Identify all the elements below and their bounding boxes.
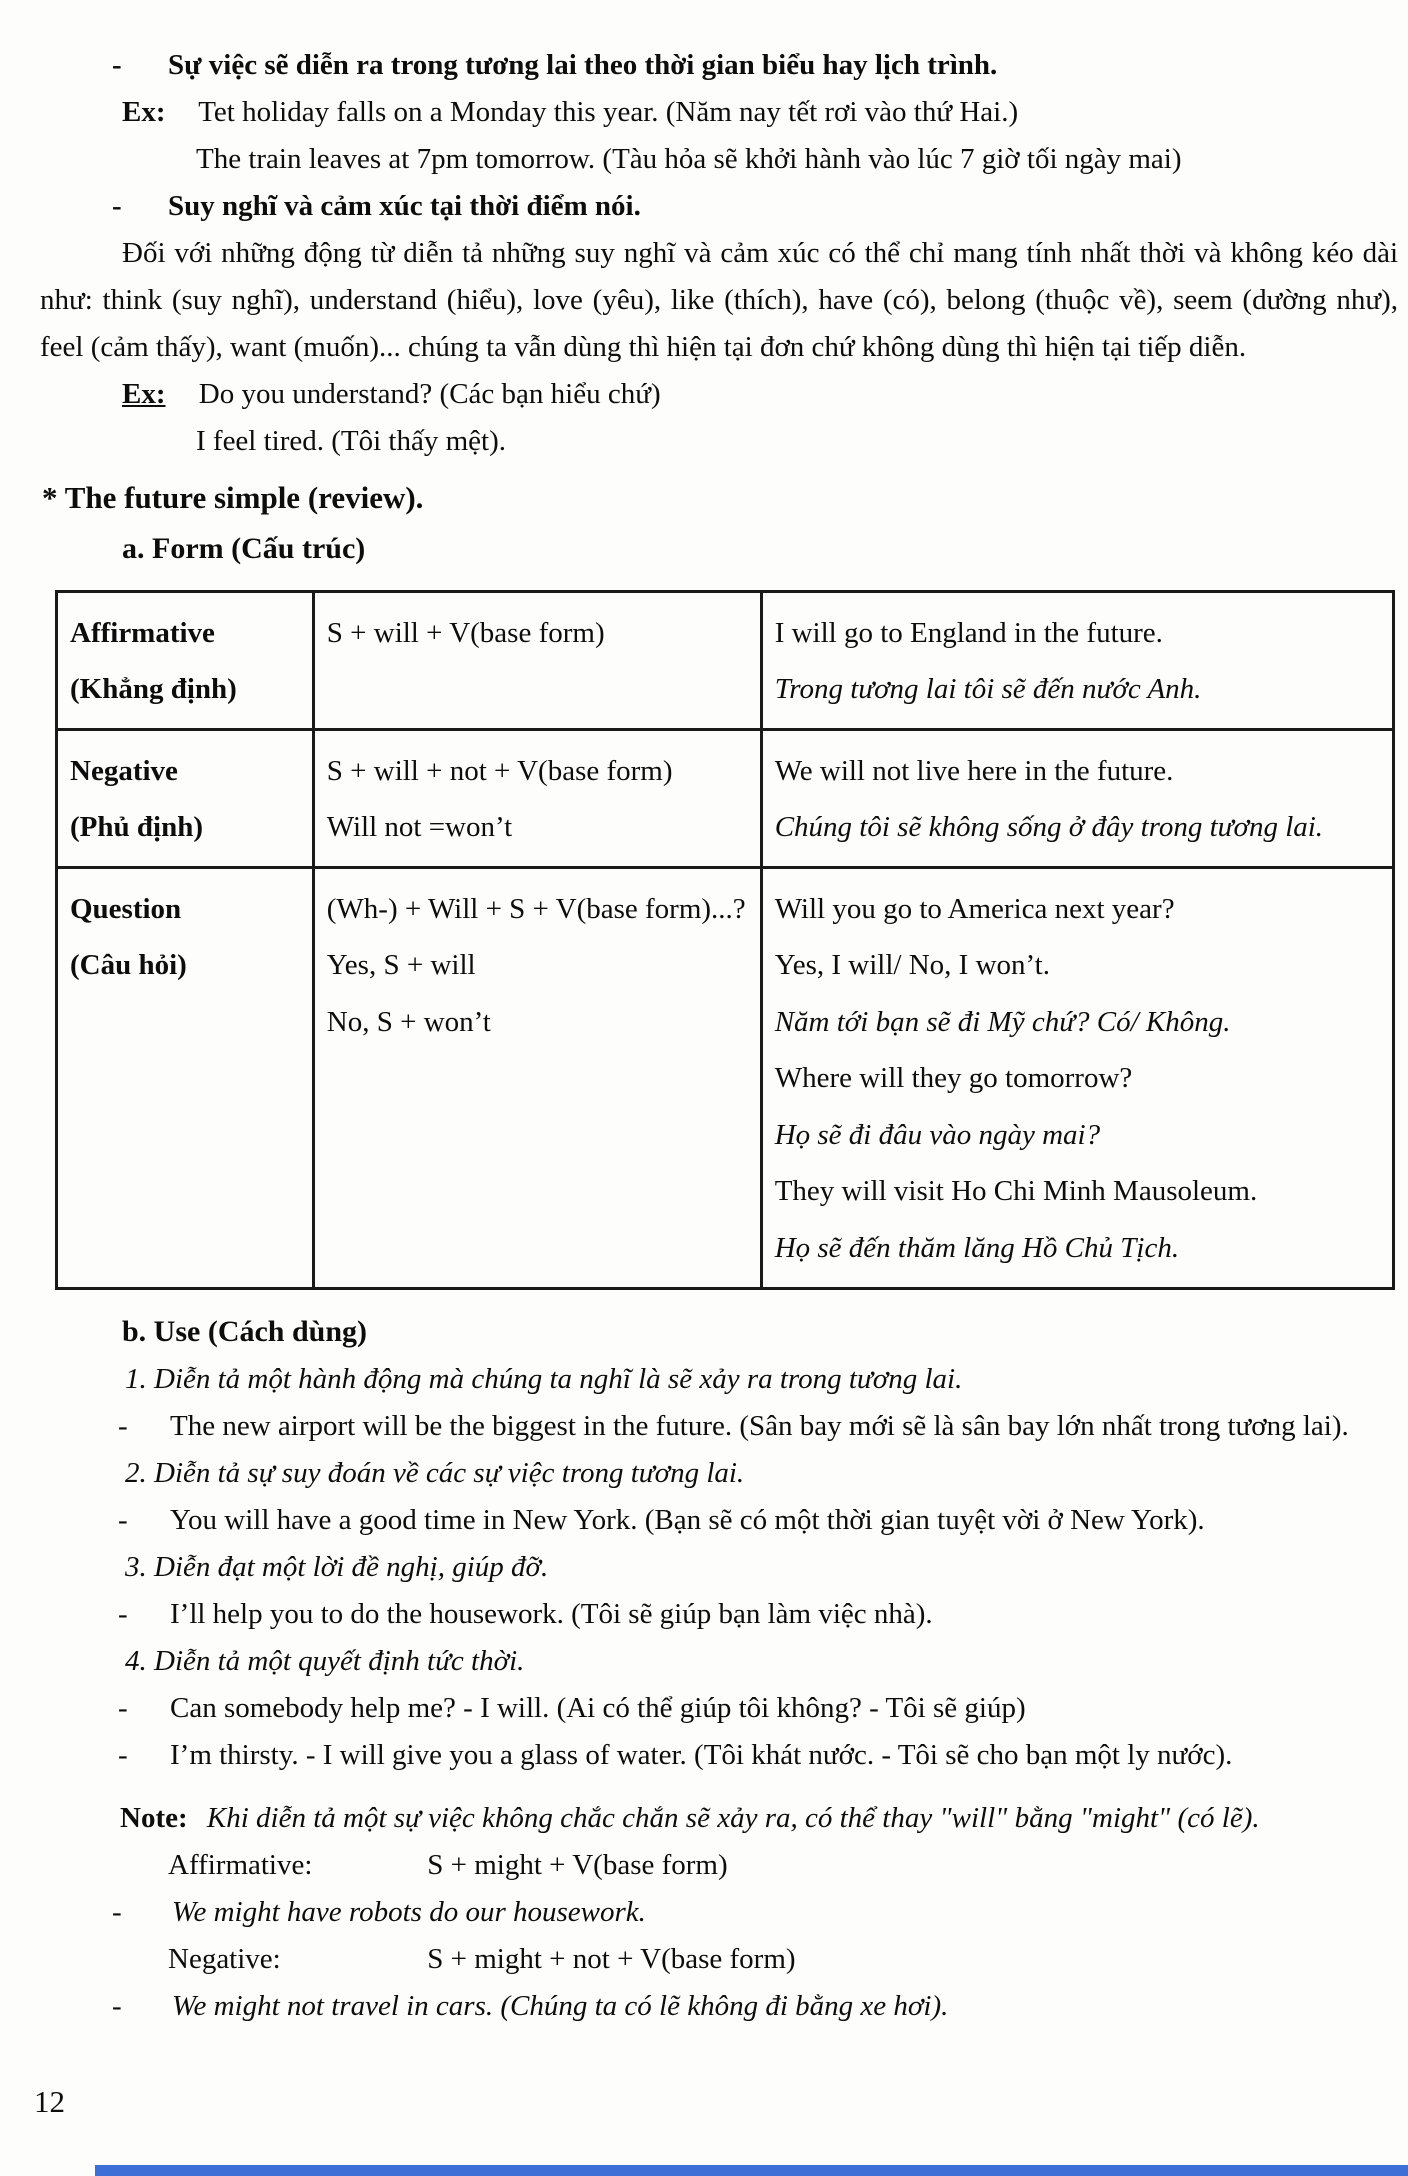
section-title: * The future simple (review). (42, 479, 424, 515)
example-line: Yes, I will/ No, I won’t. (774, 949, 1050, 982)
row-formula-cell (313, 867, 761, 1288)
use-example-text: The new airport will be the biggest in the future. (Sân bay mới sẽ là sân bay lớn nhất trong tương lai). (170, 1410, 1349, 1443)
example-line: Will you go to America next year? (774, 892, 1175, 925)
intro-bullet-2-text: Suy nghĩ và cảm xúc tại thời điểm nói. (168, 189, 641, 222)
might-affirmative-example (0, 1889, 1408, 1936)
table-row-question (57, 867, 1394, 1288)
intro-bullet-2 (0, 183, 1408, 230)
might-negative-line (0, 1936, 1408, 1983)
use-item-1: 1. Diễn tả một hành động mà chúng ta nghĩ là sẽ xảy ra trong tương lai. (125, 1363, 963, 1396)
intro-bullet-1-text: Sự việc sẽ diễn ra trong tương lai theo thời gian biểu hay lịch trình. (168, 49, 998, 81)
use-item-3-example (0, 1591, 1408, 1638)
dash-glyph: - (112, 1989, 122, 2022)
example-translation-line: Năm tới bạn sẽ đi Mỹ chứ? Có/ Không. (774, 1005, 1231, 1038)
example-translation-line: Họ sẽ đến thăm lăng Hồ Chủ Tịch. (774, 1232, 1180, 1264)
example-line: Where will they go tomorrow? (774, 1062, 1133, 1095)
might-negative-example (0, 1983, 1408, 2030)
formula-line: No, S + won’t (326, 1005, 491, 1038)
dash-glyph: - (118, 1597, 128, 1630)
example-line-2 (0, 371, 1408, 418)
example-translation-line: Trong tương lai tôi sẽ đến nước Anh. (774, 673, 1202, 706)
use-item-4: 4. Diễn tả một quyết định tức thời. (125, 1644, 525, 1677)
use-example-text: Can somebody help me? - I will. (Ai có thể giúp tôi không? - Tôi sẽ giúp) (170, 1691, 1026, 1724)
formula-line: (Wh-) + Will + S + V(base form)...? (326, 892, 746, 925)
use-item-2: 2. Diễn tả sự suy đoán về các sự việc trong tương lai. (125, 1457, 745, 1490)
note-label: Note: (120, 1801, 188, 1834)
row-label-cell (57, 729, 314, 867)
example-1-continuation: The train leaves at 7pm tomorrow. (Tàu hỏa sẽ khởi hành vào lúc 7 giờ tối ngày mai) (196, 142, 1182, 175)
dash-glyph: - (112, 49, 122, 81)
example-translation-line: Họ sẽ đi đâu vào ngày mai? (774, 1118, 1101, 1151)
example-line: We will not live here in the future. (774, 754, 1174, 787)
example-label: Ex: (122, 95, 166, 128)
page-number: 12 (34, 2084, 65, 2119)
row-label-line: Negative (70, 754, 178, 787)
dash-glyph: - (112, 1895, 122, 1928)
use-example-text: You will have a good time in New York. (Bạn sẽ có một thời gian tuyệt vời ở New York). (170, 1504, 1205, 1537)
might-example-text: We might have robots do our housework. (172, 1895, 646, 1928)
dash-glyph: - (118, 1410, 128, 1443)
might-negative-label: Negative: (168, 1942, 281, 1975)
intro-bullet-1 (0, 42, 1408, 89)
dash-glyph: - (118, 1691, 128, 1724)
table-row-affirmative (57, 591, 1394, 729)
intro-paragraph: Đối với những động từ diễn tả những suy nghĩ và cảm xúc có thể chỉ mang tính nhất thời và không kéo dài như: think (suy nghĩ), understand (hiểu), love (yêu), like (thích), have (có), belong (thuộc về), seem (dường như), feel (cảm thấy), want (muốn)... chúng ta vẫn dùng thì hiện tại đơn chứ không dùng thì hiện tại tiếp diễn. (40, 236, 1398, 363)
might-negative-formula: S + might + not + V(base form) (427, 1942, 796, 1975)
use-item-4-example-1 (0, 1685, 1408, 1732)
example-line: I will go to England in the future. (774, 616, 1163, 649)
use-example-text: I’ll help you to do the housework. (Tôi sẽ giúp bạn làm việc nhà). (170, 1597, 933, 1630)
formula-line: S + will + not + V(base form) (326, 754, 673, 787)
example-line: They will visit Ho Chi Minh Mausoleum. (774, 1175, 1258, 1208)
row-label-cell (57, 591, 314, 729)
dash-glyph: - (118, 1504, 128, 1537)
table-row-negative (57, 729, 1394, 867)
example-2-text: Do you understand? (Các bạn hiểu chứ) (198, 377, 661, 410)
example-line-1 (0, 89, 1408, 136)
might-example-text: We might not travel in cars. (Chúng ta có lẽ không đi bằng xe hơi). (172, 1989, 949, 2022)
row-label-line: Question (70, 892, 182, 925)
form-heading: a. Form (Cấu trúc) (122, 531, 366, 565)
might-affirmative-line (0, 1842, 1408, 1889)
example-label: Ex: (122, 377, 166, 410)
row-example-cell (761, 591, 1393, 729)
example-1-text: Tet holiday falls on a Monday this year. (Năm nay tết rơi vào thứ Hai.) (198, 95, 1019, 128)
row-formula-cell (313, 591, 761, 729)
use-heading: b. Use (Cách dùng) (122, 1314, 368, 1348)
formula-line: Will not =won’t (326, 811, 513, 844)
row-label-cell (57, 867, 314, 1288)
row-example-cell (761, 729, 1393, 867)
dash-glyph: - (118, 1738, 128, 1771)
use-item-2-example (0, 1497, 1408, 1544)
formula-line: Yes, S + will (326, 949, 476, 982)
use-item-1-example (0, 1403, 1408, 1450)
might-affirmative-formula: S + might + V(base form) (427, 1848, 728, 1881)
row-label-line: Affirmative (70, 616, 215, 649)
use-example-text: I’m thirsty. - I will give you a glass of water. (Tôi khát nước. - Tôi sẽ cho bạn một ly nước). (170, 1738, 1233, 1771)
example-2-continuation: I feel tired. (Tôi thấy mệt). (196, 424, 507, 457)
use-item-4-example-2 (0, 1732, 1408, 1779)
row-formula-cell (313, 729, 761, 867)
row-label-line: (Câu hỏi) (70, 949, 187, 982)
note-paragraph (0, 1795, 1408, 1842)
row-example-cell (761, 867, 1393, 1288)
row-label-line: (Khẳng định) (70, 673, 237, 706)
note-text: Khi diễn tả một sự việc không chắc chắn sẽ xảy ra, có thể thay "will" bằng "might" (có lẽ). (206, 1801, 1260, 1834)
dash-glyph: - (112, 189, 122, 222)
form-table (55, 590, 1395, 1290)
use-item-3: 3. Diễn đạt một lời đề nghị, giúp đỡ. (125, 1551, 549, 1584)
row-label-line: (Phủ định) (70, 811, 203, 844)
bottom-accent-bar (95, 2165, 1408, 2176)
example-translation-line: Chúng tôi sẽ không sống ở đây trong tương lai. (774, 811, 1324, 844)
might-affirmative-label: Affirmative: (168, 1848, 313, 1881)
formula-line: S + will + V(base form) (326, 616, 605, 649)
